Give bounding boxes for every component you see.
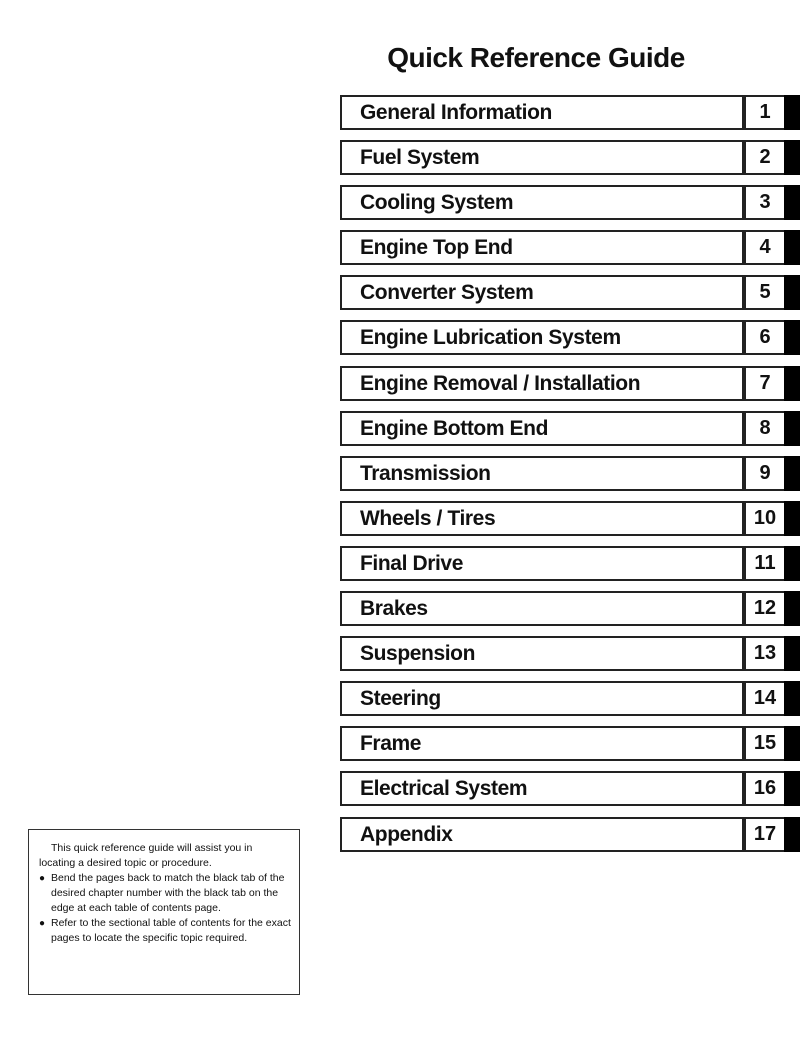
- note-bullet: [39, 871, 291, 916]
- toc-number-box: [744, 726, 786, 761]
- bullet-icon: ●: [39, 918, 46, 929]
- toc-entry[interactable]: [340, 320, 800, 355]
- toc-label-box: [340, 636, 744, 671]
- black-tab: [784, 681, 800, 716]
- toc-entry[interactable]: [340, 546, 800, 581]
- toc-label-box: [340, 230, 744, 265]
- toc-label: Cooling System: [360, 191, 514, 215]
- toc-entry[interactable]: [340, 591, 800, 626]
- toc-entry[interactable]: [340, 411, 800, 446]
- toc-number: 10: [753, 506, 777, 529]
- toc-label-box: [340, 771, 744, 806]
- toc-number-box: [744, 320, 786, 355]
- toc-number: 16: [753, 777, 777, 800]
- toc-number: 5: [759, 281, 771, 304]
- toc-number: 8: [759, 416, 771, 439]
- black-tab: [784, 546, 800, 581]
- toc-label-box: [340, 366, 744, 401]
- toc-number-box: [744, 501, 786, 536]
- toc-number-box: [744, 636, 786, 671]
- note-bullet: [39, 916, 291, 946]
- black-tab: [784, 185, 800, 220]
- toc-entry[interactable]: [340, 817, 800, 852]
- toc-number: 9: [759, 461, 771, 484]
- toc-entry[interactable]: [340, 636, 800, 671]
- note-bullet-text: Bend the pages back to match the black tab of the desired chapter number with the black tab on the edge at each table of contents page.: [51, 872, 285, 914]
- toc-entry[interactable]: [340, 275, 800, 310]
- toc-number-box: [744, 366, 786, 401]
- toc-number: 13: [753, 642, 777, 665]
- toc-entry[interactable]: [340, 771, 800, 806]
- toc-number: 2: [759, 146, 771, 169]
- toc-number: 6: [759, 326, 771, 349]
- toc-number-box: [744, 817, 786, 852]
- toc-number-box: [744, 140, 786, 175]
- page-title: Quick Reference Guide: [387, 42, 685, 73]
- toc-entry[interactable]: [340, 140, 800, 175]
- black-tab: [784, 817, 800, 852]
- toc-label-box: [340, 817, 744, 852]
- black-tab: [784, 366, 800, 401]
- toc-label: Engine Removal / Installation: [360, 371, 641, 395]
- toc-number: 7: [759, 371, 771, 394]
- toc-entry[interactable]: [340, 501, 800, 536]
- toc-number: 17: [753, 822, 777, 845]
- toc-entry[interactable]: [340, 185, 800, 220]
- black-tab: [784, 636, 800, 671]
- toc-number-box: [744, 185, 786, 220]
- toc-label: Engine Bottom End: [360, 416, 549, 440]
- toc-label-box: [340, 140, 744, 175]
- toc-number-box: [744, 681, 786, 716]
- toc-label-box: [340, 546, 744, 581]
- toc-label-box: [340, 275, 744, 310]
- toc-number: 4: [759, 236, 771, 259]
- black-tab: [784, 771, 800, 806]
- quick-reference-list: [340, 95, 800, 862]
- note-intro: This quick reference guide will assist you in locating a desired topic or procedure.: [39, 842, 253, 869]
- black-tab: [784, 320, 800, 355]
- toc-label: Frame: [360, 732, 422, 756]
- toc-label: Final Drive: [360, 551, 463, 575]
- toc-entry[interactable]: [340, 456, 800, 491]
- black-tab: [784, 95, 800, 130]
- toc-label: Appendix: [360, 822, 453, 846]
- toc-number-box: [744, 456, 786, 491]
- toc-entry[interactable]: [340, 230, 800, 265]
- toc-label: Engine Top End: [360, 236, 513, 260]
- toc-label-box: [340, 95, 744, 130]
- black-tab: [784, 411, 800, 446]
- toc-entry[interactable]: [340, 726, 800, 761]
- toc-number: 1: [759, 101, 771, 123]
- toc-entry[interactable]: [340, 681, 800, 716]
- toc-label-box: [340, 185, 744, 220]
- toc-number-box: [744, 275, 786, 310]
- toc-label-box: [340, 681, 744, 716]
- toc-number-box: [744, 411, 786, 446]
- toc-number-box: [744, 591, 786, 626]
- note-bullet-text: Refer to the sectional table of contents for the exact pages to locate the specific topic required.: [51, 917, 291, 944]
- black-tab: [784, 275, 800, 310]
- toc-number-box: [744, 95, 786, 130]
- toc-number: 3: [759, 191, 771, 214]
- toc-number: 15: [753, 732, 777, 755]
- black-tab: [784, 140, 800, 175]
- toc-label-box: [340, 411, 744, 446]
- toc-label-box: [340, 591, 744, 626]
- toc-label: Electrical System: [360, 777, 528, 801]
- toc-number: 12: [753, 597, 777, 620]
- toc-label: Fuel System: [360, 146, 480, 170]
- toc-label: Brakes: [360, 597, 428, 621]
- toc-label: Steering: [360, 687, 441, 711]
- toc-label-box: [340, 726, 744, 761]
- black-tab: [784, 230, 800, 265]
- black-tab: [784, 501, 800, 536]
- toc-label: Engine Lubrication System: [360, 326, 621, 350]
- toc-label: General Information: [360, 101, 552, 124]
- instructions-note: [28, 829, 300, 995]
- toc-number-box: [744, 771, 786, 806]
- toc-label: Wheels / Tires: [360, 506, 496, 530]
- toc-number: 11: [754, 551, 776, 574]
- black-tab: [784, 456, 800, 491]
- toc-number: 14: [753, 687, 777, 710]
- toc-number-box: [744, 546, 786, 581]
- toc-entry[interactable]: [340, 366, 800, 401]
- toc-label: Transmission: [360, 461, 491, 485]
- toc-label-box: [340, 501, 744, 536]
- toc-label-box: [340, 456, 744, 491]
- toc-label: Converter System: [360, 281, 534, 305]
- toc-label: Suspension: [360, 642, 476, 666]
- toc-label-box: [340, 320, 744, 355]
- toc-number-box: [744, 230, 786, 265]
- black-tab: [784, 726, 800, 761]
- toc-entry[interactable]: [340, 95, 800, 130]
- bullet-icon: ●: [39, 873, 46, 884]
- black-tab: [784, 591, 800, 626]
